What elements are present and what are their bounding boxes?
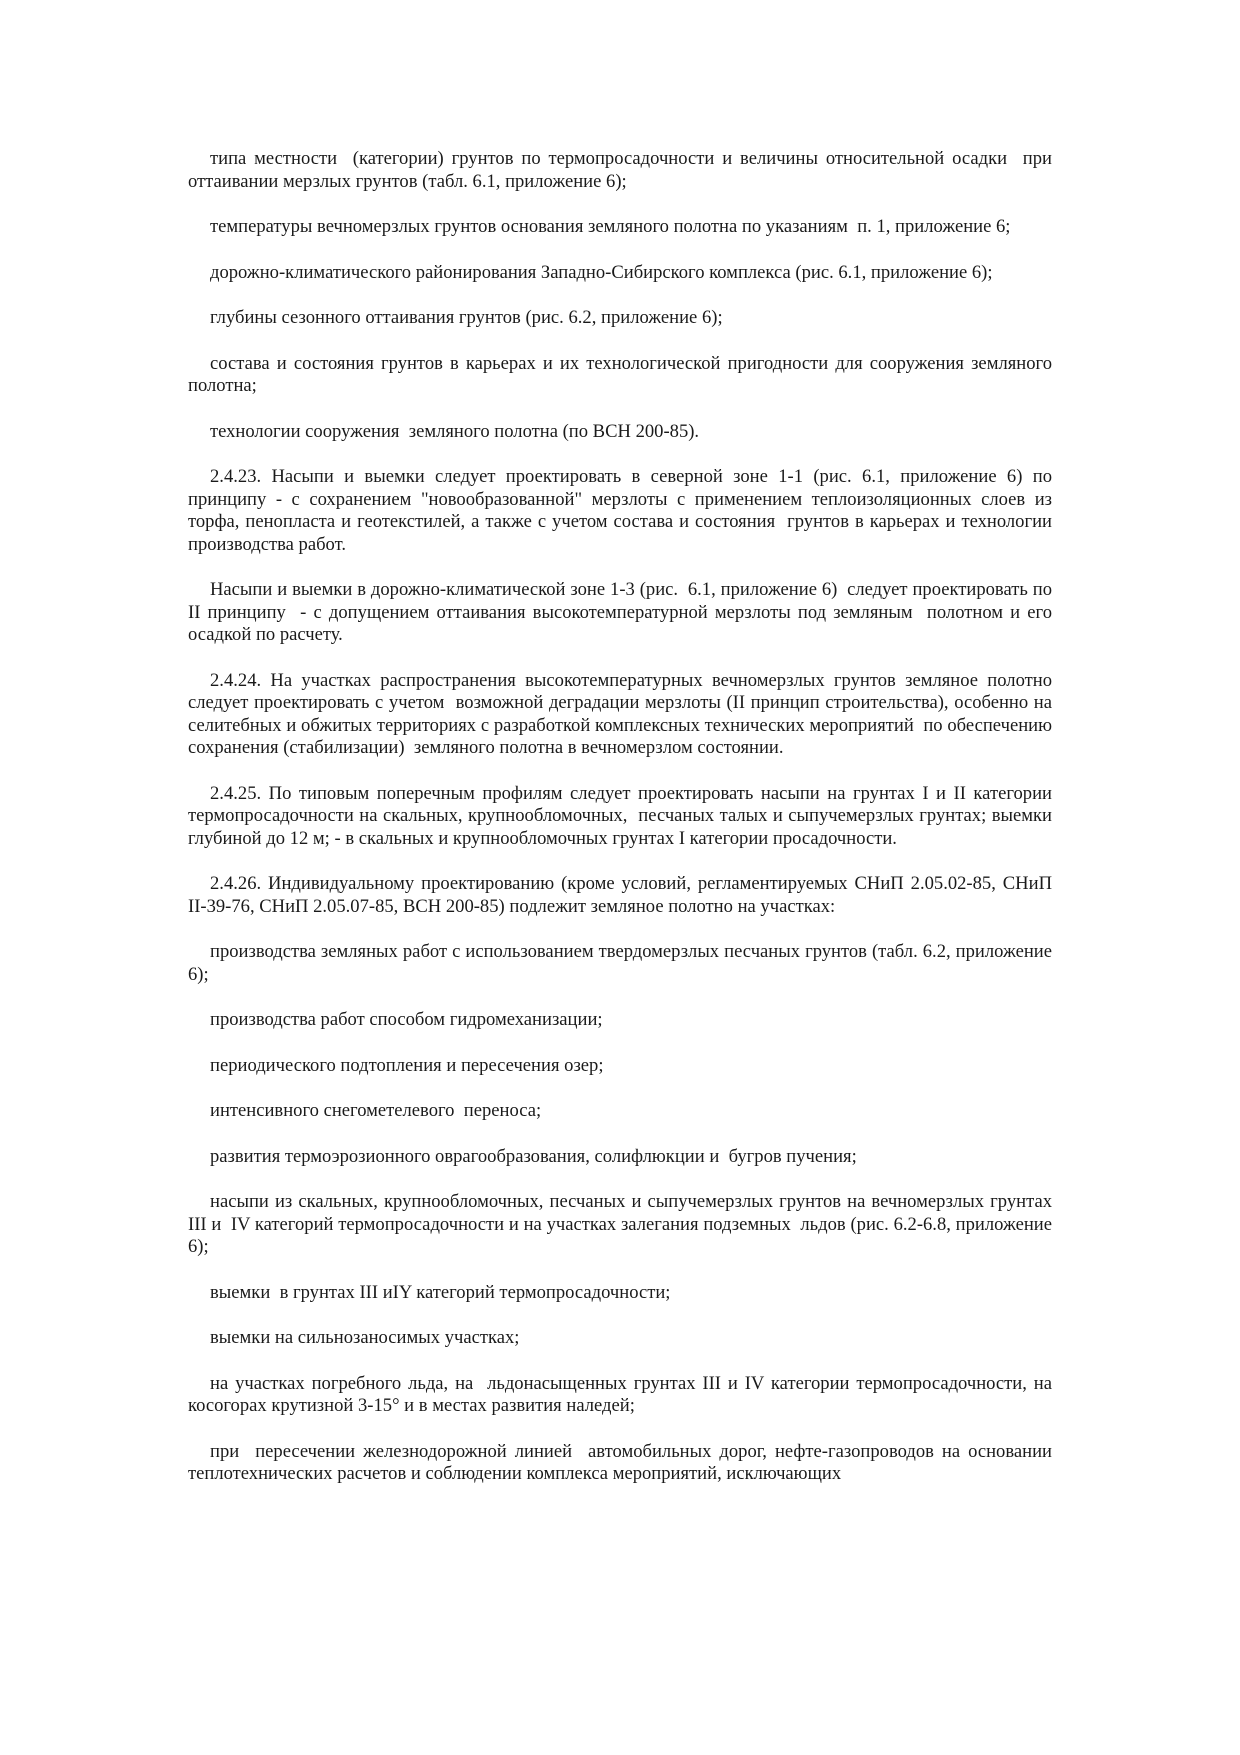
list-item-frozen-sand-works: производства земляных работ с использованием твердомерзлых песчаных грунтов (табл. 6.2, приложение 6); [188, 941, 1062, 985]
paragraph-terrain-type: типа местности (категории) грунтов по термопросадочности и величины относительной осадки при оттаивании мерзлых грунтов (табл. 6.1, приложение 6); [188, 148, 1057, 192]
list-item-snow-transport: интенсивного снегометелевого переноса; [210, 1100, 542, 1121]
paragraph-section-2-4-26: 2.4.26. Индивидуальному проектированию (кроме условий, регламентируемых СНиП 2.05.02-85, СНиП II-39-76, СНиП 2.05.07-85, ВСН 200-85) подлежит земляное полотно на участках: [188, 873, 1057, 917]
list-item-snowdrift-cuts: выемки на сильнозаносимых участках; [210, 1327, 520, 1348]
list-item-road-crossings: при пересечении железнодорожной линией автомобильных дорог, нефте-газопроводов на основании теплотехнических расчетов и соблюдении комплекса мероприятий, исключающих [188, 1440, 1057, 1484]
list-item-cuts-categories: выемки в грунтах III иIY категорий термопросадочности; [210, 1281, 671, 1303]
paragraph-permafrost-temperature: температуры вечномерзлых грунтов основания земляного полотна по указаниям п. 1, приложение 6; [210, 216, 1011, 237]
list-item-hydromechanization: производства работ способом гидромеханизации; [210, 1009, 603, 1030]
paragraph-soil-composition: состава и состояния грунтов в карьерах и их технологической пригодности для сооружения земляного полотна; [188, 352, 1057, 396]
document-page [188, 148, 1062, 1486]
paragraph-climatic-zoning: дорожно-климатического районирования Западно-Сибирского комплекса (рис. 6.1, приложение 6); [210, 261, 993, 283]
list-item-embankments-permafrost: насыпи из скальных, крупнообломочных, песчаных и сыпучемерзлых грунтов на вечномерзлых грунтах III и IV категорий термопросадочности и на участках залегания подземных льдов (рис. 6.2-6.8, приложение 6); [188, 1191, 1062, 1257]
list-item-buried-ice: на участках погребного льда, на льдонасыщенных грунтах III и IV категории термопросадочности, на косогорах крутизной 3-15° и в местах развития наледей; [188, 1372, 1057, 1416]
paragraph-section-2-4-25: 2.4.25. По типовым поперечным профилям следует проектировать насыпи на грунтах I и II категории термопросадочности на скальных, крупнообломочных, песчаных талых и сыпучемерзлых грунтах; выемки глубиной до 12 м; - в скальных и крупнообломочных грунтах I категории просадочности. [188, 782, 1057, 849]
paragraph-seasonal-thaw-depth: глубины сезонного оттаивания грунтов (рис. 6.2, приложение 6); [210, 307, 723, 328]
paragraph-section-2-4-23: 2.4.23. Насыпи и выемки следует проектировать в северной зоне 1-1 (рис. 6.1, приложение 6) по принципу - с сохранением "новообразованной" мерзлоты с применением теплоизоляционных слоев из торфа, пенопласта и геотекстилей, а также с учетом состава и состояния грунтов в карьерах и технологии производства работ. [188, 466, 1057, 555]
paragraph-section-2-4-24: 2.4.24. На участках распространения высокотемпературных вечномерзлых грунтов земляное полотно следует проектировать с учетом возможной деградации мерзлоты (II принцип строительства), особенно на селитебных и обжитых территориях с разработкой комплексных технических мероприятий по обеспечению сохранения (стабилизации) земляного полотна в вечномерзлом состоянии. [188, 669, 1057, 758]
paragraph-zone-1-3: Насыпи и выемки в дорожно-климатической зоне 1-3 (рис. 6.1, приложение 6) следует проектировать по II принципу - с допущением оттаивания высокотемпературной мерзлоты под земляным полотном и его осадкой по расчету. [188, 579, 1057, 645]
list-item-flooding-lakes: периодического подтопления и пересечения озер; [210, 1054, 604, 1076]
paragraph-construction-technology: технологии сооружения земляного полотна (по ВСН 200-85). [210, 420, 700, 442]
list-item-thermoerosion: развития термоэрозионного оврагообразования, солифлюкции и бугров пучения; [210, 1145, 857, 1167]
